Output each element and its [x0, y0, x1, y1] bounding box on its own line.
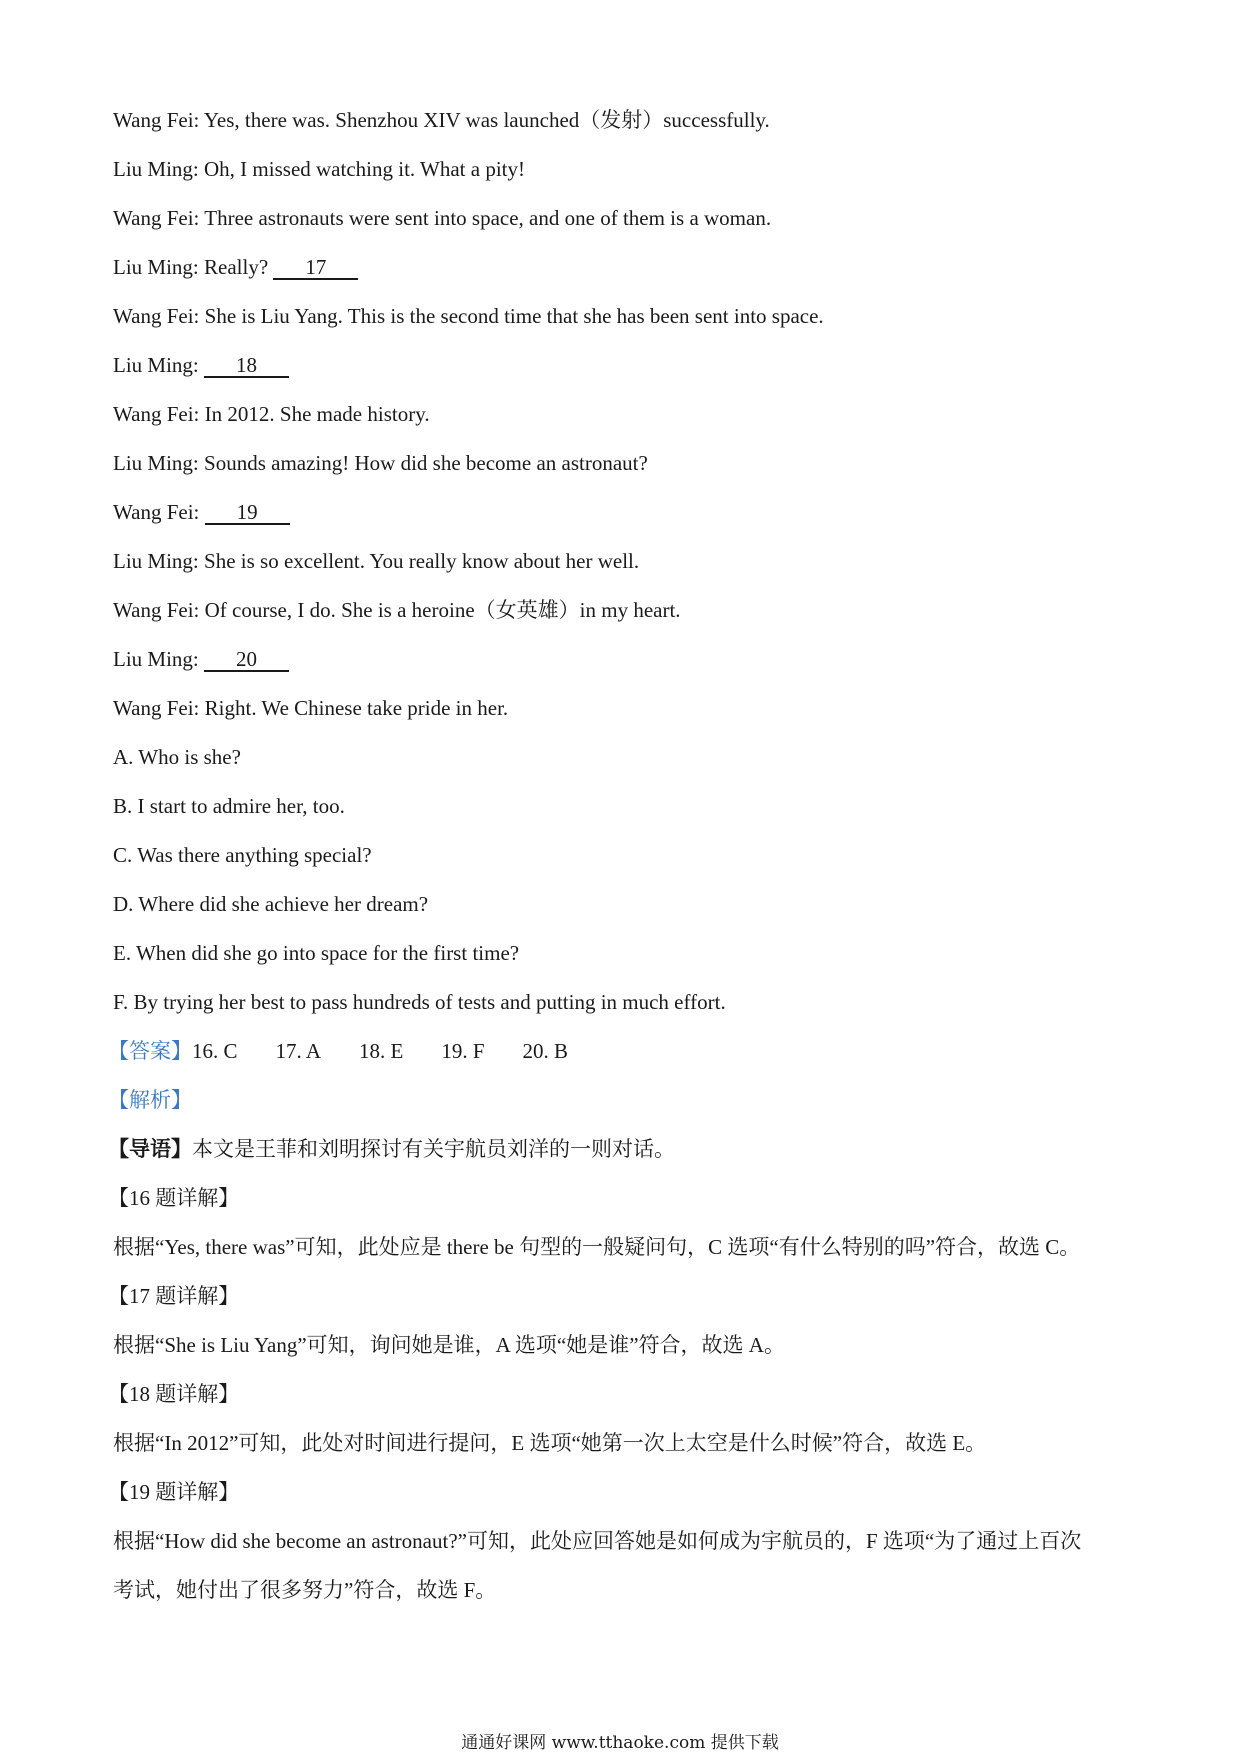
detail-heading: 【19 题详解】: [108, 1480, 240, 1504]
dialogue-line: Wang Fei: In 2012. She made history.: [113, 402, 430, 426]
option-item: C. Was there anything special?: [113, 843, 372, 867]
guide-text: 本文是王菲和刘明探讨有关宇航员刘洋的一则对话。: [192, 1137, 675, 1161]
dialogue-text: Right. We Chinese take pride in her.: [204, 696, 509, 720]
dialogue-text: She is Liu Yang. This is the second time that she has been sent into space.: [204, 304, 824, 328]
dialogue-line: Wang Fei: Yes, there was. Shenzhou XIV was launched（发射）successfully.: [113, 108, 770, 132]
dialogue-line: Wang Fei: 19: [113, 498, 1133, 526]
speaker: Wang Fei: [113, 500, 194, 524]
dialogue-text: Sounds amazing! How did she become an astronaut?: [204, 451, 648, 475]
speaker: Liu Ming: [113, 353, 193, 377]
dialogue-line: Liu Ming: Sounds amazing! How did she become an astronaut?: [113, 451, 648, 475]
detail-text: 考试，她付出了很多努力”符合，故选 F。: [113, 1578, 497, 1602]
answer-line: [108, 1037, 1128, 1065]
dialogue-line: Liu Ming: Really? 17: [113, 253, 1133, 281]
guide-label: 【导语】: [108, 1137, 192, 1161]
dialogue-text: In 2012. She made history.: [204, 402, 430, 426]
dialogue-line: Liu Ming: 18: [113, 351, 1133, 379]
detail-heading: 【16 题详解】: [108, 1186, 240, 1210]
dialogue-line: Wang Fei: Three astronauts were sent into space, and one of them is a woman.: [113, 206, 772, 230]
answer-label: 【答案】: [108, 1039, 192, 1063]
dialogue-line: Liu Ming: 20: [113, 645, 1133, 673]
answer-item: 19. F: [441, 1039, 485, 1063]
speaker: Liu Ming: [113, 451, 193, 475]
dialogue-line: Liu Ming: She is so excellent. You really know about her well.: [113, 549, 640, 573]
analysis-label: 【解析】: [108, 1088, 192, 1112]
speaker: Wang Fei: [113, 696, 194, 720]
dialogue-line: Wang Fei: Right. We Chinese take pride in her.: [113, 696, 509, 720]
dialogue-text: Of course, I do. She is a heroine（女英雄）in my heart.: [204, 598, 681, 622]
dialogue-line: Wang Fei: Of course, I do. She is a heroine（女英雄）in my heart.: [113, 598, 681, 622]
dialogue-line: Liu Ming: Oh, I missed watching it. What a pity!: [113, 157, 525, 181]
detail-heading: 【18 题详解】: [108, 1382, 240, 1406]
option-item: B. I start to admire her, too.: [113, 794, 345, 818]
speaker: Wang Fei: [113, 598, 194, 622]
detail-text: 根据“How did she become an astronaut?”可知，此处应回答她是如何成为宇航员的，F 选项“为了通过上百次: [113, 1529, 1082, 1553]
answer-item: 20. B: [522, 1039, 569, 1063]
detail-text: 根据“She is Liu Yang”可知，询问她是谁，A 选项“她是谁”符合，故选 A。: [113, 1333, 785, 1357]
dialogue-text: Three astronauts were sent into space, and one of them is a woman.: [204, 206, 772, 230]
option-item: F. By trying her best to pass hundreds of tests and putting in much effort.: [113, 990, 726, 1014]
speaker: Liu Ming: [113, 647, 193, 671]
answer-item: 17. A: [275, 1039, 322, 1063]
detail-text: 根据“Yes, there was”可知，此处应是 there be 句型的一般疑问句，C 选项“有什么特别的吗”符合，故选 C。: [113, 1235, 1081, 1259]
page-footer: 通通好课网 www.tthaoke.com 提供下载: [461, 1733, 779, 1753]
option-item: D. Where did she achieve her dream?: [113, 892, 429, 916]
answer-blank: 19: [205, 501, 290, 525]
option-item: E. When did she go into space for the first time?: [113, 941, 520, 965]
detail-heading: 【17 题详解】: [108, 1284, 240, 1308]
detail-text: 根据“In 2012”可知，此处对时间进行提问，E 选项“她第一次上太空是什么时候”符合，故选 E。: [113, 1431, 987, 1455]
answer-item: 16. C: [192, 1039, 238, 1063]
answer-blank: 18: [204, 354, 289, 378]
speaker: Wang Fei: [113, 402, 194, 426]
speaker: Liu Ming: [113, 157, 193, 181]
speaker: Liu Ming: [113, 255, 193, 279]
answer-item: 18. E: [359, 1039, 404, 1063]
answer-blank: 20: [204, 648, 289, 672]
speaker: Wang Fei: [113, 206, 194, 230]
dialogue-text: Yes, there was. Shenzhou XIV was launched（发射）successfully.: [203, 108, 770, 132]
dialogue-text: She is so excellent. You really know about her well.: [204, 549, 640, 573]
guide-line: [108, 1135, 1128, 1163]
speaker: Wang Fei: [113, 108, 194, 132]
answer-blank: 17: [273, 256, 358, 280]
dialogue-text: Oh, I missed watching it. What a pity!: [204, 157, 525, 181]
speaker: Liu Ming: [113, 549, 193, 573]
dialogue-line: Wang Fei: She is Liu Yang. This is the second time that she has been sent into space.: [113, 304, 824, 328]
dialogue-text: Really?: [204, 255, 269, 279]
option-item: A. Who is she?: [113, 745, 241, 769]
speaker: Wang Fei: [113, 304, 194, 328]
